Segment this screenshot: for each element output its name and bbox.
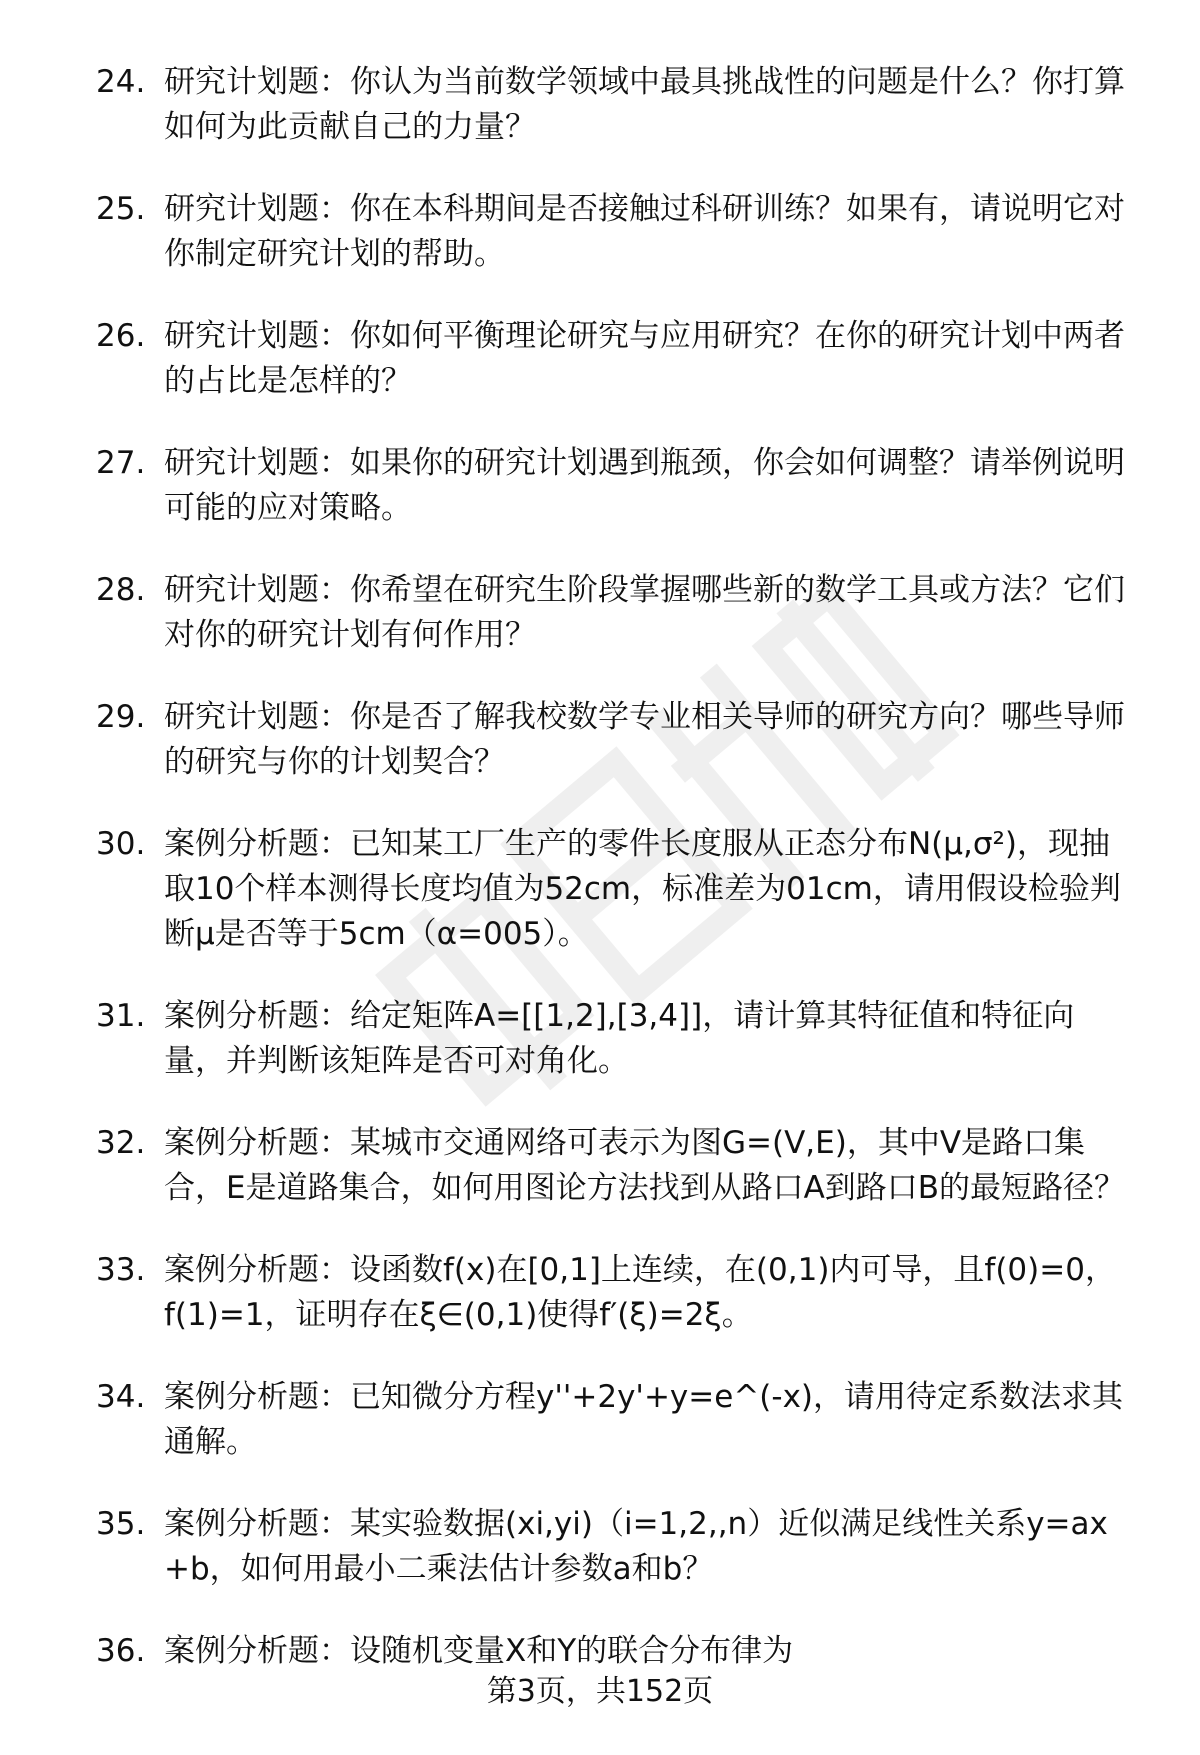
question-text: 案例分析题：设函数f(x)在[0,1]上连续，在(0,1)内可导，且f(0)=0，f(1)=1，证明存在ξ∈(0,1)使得f′(ξ)=2ξ。 <box>164 1252 1116 1333</box>
question-number: 29. <box>96 699 146 735</box>
question-number: 25. <box>96 191 146 227</box>
question-text: 案例分析题：已知某工厂生产的零件长度服从正态分布N(μ,σ²)，现抽取10个样本测得长度均值为52cm，标准差为01cm，请用假设检验判断μ是否等于5cm（α=005）。 <box>164 826 1121 952</box>
question-item <box>96 441 1126 531</box>
question-number: 28. <box>96 572 146 608</box>
question-number: 34. <box>96 1379 146 1415</box>
question-number: 30. <box>96 826 146 862</box>
question-text: 案例分析题：某实验数据(xi,yi)（i=1,2,,n）近似满足线性关系y=ax+b，如何用最小二乘法估计参数a和b？ <box>164 1506 1108 1587</box>
question-text: 研究计划题：你在本科期间是否接触过科研训练？如果有，请说明它对你制定研究计划的帮助。 <box>164 191 1125 272</box>
question-number: 35. <box>96 1506 146 1542</box>
question-item <box>96 60 1126 150</box>
question-item <box>96 1502 1126 1592</box>
question-text: 案例分析题：已知微分方程y''+2y'+y=e^(-x)，请用待定系数法求其通解。 <box>164 1379 1124 1460</box>
question-number: 26. <box>96 318 146 354</box>
question-text: 案例分析题：设随机变量X和Y的联合分布律为 <box>164 1633 794 1669</box>
question-item <box>96 187 1126 277</box>
page-footer: 第3页，共152页 <box>486 1674 714 1709</box>
question-item <box>96 1248 1126 1338</box>
question-text: 研究计划题：你认为当前数学领域中最具挑战性的问题是什么？你打算如何为此贡献自己的力量？ <box>164 64 1125 145</box>
question-item <box>96 1121 1126 1211</box>
question-number: 33. <box>96 1252 146 1288</box>
question-item <box>96 822 1126 957</box>
question-text: 研究计划题：如果你的研究计划遇到瓶颈，你会如何调整？请举例说明可能的应对策略。 <box>164 445 1125 526</box>
question-number: 36. <box>96 1633 146 1669</box>
question-text: 研究计划题：你希望在研究生阶段掌握哪些新的数学工具或方法？它们对你的研究计划有何作用？ <box>164 572 1125 653</box>
question-item <box>96 1629 1126 1674</box>
question-item <box>96 695 1126 785</box>
question-text: 案例分析题：给定矩阵A=[[1,2],[3,4]]，请计算其特征值和特征向量，并判断该矩阵是否可对角化。 <box>164 998 1075 1079</box>
question-number: 32. <box>96 1125 146 1161</box>
question-text: 案例分析题：某城市交通网络可表示为图G=(V,E)，其中V是路口集合，E是道路集合，如何用图论方法找到从路口A到路口B的最短路径？ <box>164 1125 1126 1206</box>
question-number: 27. <box>96 445 146 481</box>
question-list <box>96 60 1126 1711</box>
question-number: 31. <box>96 998 146 1034</box>
question-text: 研究计划题：你是否了解我校数学专业相关导师的研究方向？哪些导师的研究与你的计划契合？ <box>164 699 1125 780</box>
question-item <box>96 994 1126 1084</box>
question-item <box>96 568 1126 658</box>
question-item <box>96 1375 1126 1465</box>
question-item <box>96 314 1126 404</box>
question-text: 研究计划题：你如何平衡理论研究与应用研究？在你的研究计划中两者的占比是怎样的？ <box>164 318 1125 399</box>
question-number: 24. <box>96 64 146 100</box>
